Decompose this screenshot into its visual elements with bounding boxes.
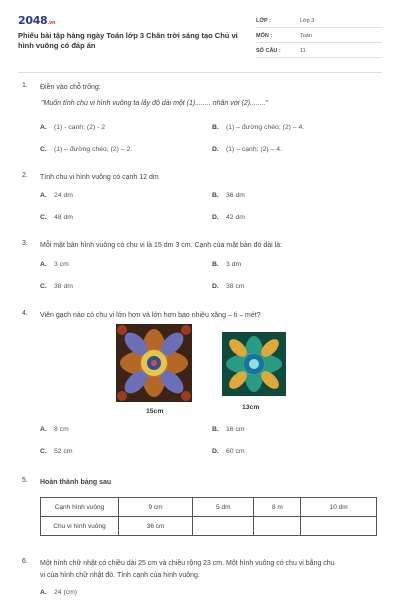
table-cell: 8 m xyxy=(254,498,301,517)
option-label: B. xyxy=(212,426,219,433)
option-text: 16 cm xyxy=(226,426,245,433)
option-text: 48 dm xyxy=(54,214,73,221)
option-label: B. xyxy=(212,261,219,268)
table-cell-blank[interactable] xyxy=(301,517,377,536)
question-number: 4. xyxy=(22,310,28,317)
table-cell: 36 cm xyxy=(119,517,193,536)
option-label: A. xyxy=(40,261,47,268)
question-text: Tính chu vi hình vuông có cạnh 12 dm xyxy=(40,174,159,181)
logo-main: 2048 xyxy=(18,14,48,27)
option-d[interactable] xyxy=(212,146,282,153)
option-label: A. xyxy=(40,124,47,131)
tile-image-13cm xyxy=(222,332,286,396)
question-number: 5. xyxy=(22,477,28,484)
table-cell: 5 dm xyxy=(193,498,254,517)
option-text: 52 cm xyxy=(54,448,73,455)
option-c[interactable] xyxy=(40,283,73,290)
worksheet-header xyxy=(18,14,382,66)
option-label: D. xyxy=(212,448,219,455)
option-text: (1) – cạnh; (2) – 4. xyxy=(226,146,282,153)
option-d[interactable] xyxy=(212,214,245,221)
worksheet-title: Phiếu bài tập hàng ngày Toán lớp 3 Chân trời sáng tạo Chủ vi hình vuông có đáp án xyxy=(18,31,238,50)
table-cell: 9 cm xyxy=(119,498,193,517)
tile-caption-b: 13cm xyxy=(242,404,260,411)
question-text: Hoàn thành bảng sau xyxy=(40,479,112,486)
option-b[interactable] xyxy=(212,261,241,268)
tile-images xyxy=(116,324,306,420)
header-divider xyxy=(18,72,382,73)
option-text: 38 dm xyxy=(54,283,73,290)
option-b[interactable] xyxy=(212,192,245,199)
table-row xyxy=(41,517,377,536)
meta-row-count xyxy=(256,46,382,58)
option-d[interactable] xyxy=(212,448,245,455)
option-c[interactable] xyxy=(40,214,73,221)
worksheet-meta xyxy=(256,16,382,61)
question-text: Viên gạch nào có chu vi lớn hơn và lớn hơn bao nhiêu xăng – ti – mét? xyxy=(40,312,261,319)
table-row xyxy=(41,498,377,517)
logo-suffix: .vn xyxy=(47,20,56,26)
option-a[interactable] xyxy=(40,261,69,268)
meta-value: Toán xyxy=(300,33,312,39)
question-number: 1. xyxy=(22,82,28,89)
question-text-line1: Một hình chữ nhật có chiều dài 25 cm và chiều rộng 23 cm. Một hình vuông có chu vi bằng chu xyxy=(40,560,335,567)
option-a[interactable] xyxy=(40,426,69,433)
option-text: (1) - cạnh; (2) - 2 xyxy=(54,124,105,131)
option-text: 36 dm xyxy=(226,192,245,199)
question-text-line2: vi của hình chữ nhật đó. Tính cạnh của hình vuông. xyxy=(40,572,200,579)
perimeter-table xyxy=(40,497,377,536)
option-label: B. xyxy=(212,124,219,131)
option-d[interactable] xyxy=(212,283,245,290)
table-cell: Cạnh hình vuông xyxy=(41,498,119,517)
option-text: 8 cm xyxy=(54,426,69,433)
meta-key: SỐ CÂU : xyxy=(256,48,281,54)
option-a[interactable] xyxy=(40,192,73,199)
option-b[interactable] xyxy=(212,124,304,131)
option-a[interactable] xyxy=(40,589,77,596)
option-label: B. xyxy=(212,192,219,199)
option-b[interactable] xyxy=(212,426,245,433)
question-number: 3. xyxy=(22,240,28,247)
option-label: D. xyxy=(212,283,219,290)
option-label: C. xyxy=(40,214,47,221)
option-text: 3 cm xyxy=(54,261,69,268)
option-text: (1) – đường chéo; (2) – 2. xyxy=(54,146,133,153)
meta-key: LỚP : xyxy=(256,18,271,24)
meta-value: Lớp 3 xyxy=(300,18,315,24)
option-label: A. xyxy=(40,589,47,596)
option-text: 24 dm xyxy=(54,192,73,199)
option-label: D. xyxy=(212,146,219,153)
question-text: Mỗi mặt bàn hình vuông có chu vi là 15 dm 3 cm. Cạnh của mặt bàn đó dài là: xyxy=(40,242,283,249)
table-cell: 10 dm xyxy=(301,498,377,517)
table-cell-blank[interactable] xyxy=(254,517,301,536)
question-number: 6. xyxy=(22,558,28,565)
option-c[interactable] xyxy=(40,448,73,455)
tile-caption-a: 15cm xyxy=(146,408,164,415)
option-text: 38 cm xyxy=(226,283,245,290)
option-text: 3 dm xyxy=(226,261,242,268)
option-c[interactable] xyxy=(40,146,132,153)
question-text: Điền vào chỗ trống: xyxy=(40,84,101,91)
option-text: 60 cm xyxy=(226,448,245,455)
option-a[interactable] xyxy=(40,124,105,131)
option-label: A. xyxy=(40,426,47,433)
tile-image-15cm xyxy=(116,324,192,402)
option-label: C. xyxy=(40,283,47,290)
option-text: 42 dm xyxy=(226,214,245,221)
site-logo[interactable] xyxy=(18,14,55,27)
option-label: A. xyxy=(40,192,47,199)
option-label: C. xyxy=(40,146,47,153)
option-label: C. xyxy=(40,448,47,455)
meta-key: MÔN : xyxy=(256,33,273,39)
meta-row-subject xyxy=(256,31,382,43)
question-number: 2. xyxy=(22,172,28,179)
question-quote: "Muốn tính chu vi hình vuông ta lấy độ dài một (1)........ nhân với (2)........" xyxy=(41,100,269,107)
meta-value: 11 xyxy=(300,48,306,54)
meta-row-class xyxy=(256,16,382,28)
option-text: 24 (cm) xyxy=(54,589,78,596)
option-label: D. xyxy=(212,214,219,221)
table-cell: Chu vi hình vuông xyxy=(41,517,119,536)
table-cell-blank[interactable] xyxy=(193,517,254,536)
option-text: (1) – đường chéo; (2) – 4. xyxy=(226,124,305,131)
